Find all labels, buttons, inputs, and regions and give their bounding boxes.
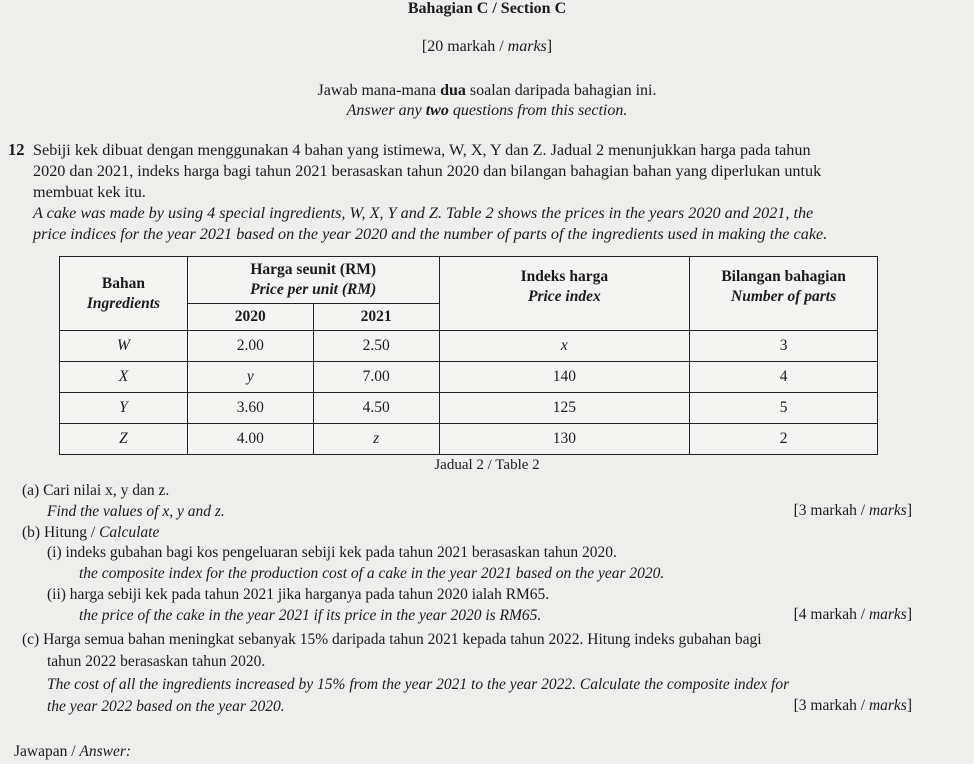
section-total-marks: [20 markah / marks] [421, 38, 553, 55]
part-c-ms-line-1: (c) Harga semua bahan meningkat sebanyak 15% daripada tahun 2021 kepada tahun 2022. Hitung indeks gubahan bagi [22, 631, 762, 648]
part-c-ms-line-2: tahun 2022 berasaskan tahun 2020. [47, 653, 266, 670]
header-ingredients: Bahan Ingredients [60, 257, 188, 331]
table-row: Y 3.60 4.50 125 5 [60, 393, 878, 424]
part-a-ms: (a) Cari nilai x, y dan z. [22, 482, 170, 499]
part-a-marks: [3 markah / marks] [793, 502, 912, 519]
table-row: X y 7.00 140 4 [60, 362, 878, 393]
question-stem-en-line-1: A cake was made by using 4 special ingredients, W, X, Y and Z. Table 2 shows the prices in the years 2020 and 2021, the [33, 204, 814, 222]
part-b-label: (b) Hitung / Calculate [22, 524, 160, 541]
question-number: 12 [8, 140, 25, 159]
instruction-malay: Jawab mana-mana dua soalan daripada bahagian ini. [317, 82, 657, 99]
header-price-per-unit: Harga seunit (RM) Price per unit (RM) [187, 257, 439, 304]
ingredient-price-table [59, 256, 878, 455]
header-year-2021: 2021 [313, 304, 439, 331]
part-b-ii-en: the price of the cake in the year 2021 if its price in the year 2020 is RM65. [79, 607, 542, 624]
table-row: W 2.00 2.50 x 3 [60, 331, 878, 362]
table-caption: Jadual 2 / Table 2 [434, 457, 540, 473]
question-stem-ms-line-2: 2020 dan 2021, indeks harga bagi tahun 2021 berasaskan tahun 2020 dan bilangan bahagian bahan yang diperlukan untuk [33, 162, 822, 180]
part-b-i-en: the composite index for the production cost of a cake in the year 2021 based on the year 2020. [79, 565, 665, 582]
part-b-ii-ms: (ii) harga sebiji kek pada tahun 2021 jika harganya pada tahun 2020 ialah RM65. [47, 586, 550, 603]
instruction-english: Answer any two questions from this section. [346, 102, 628, 119]
part-a-en: Find the values of x, y and z. [47, 503, 225, 520]
header-year-2020: 2020 [187, 304, 313, 331]
part-c-marks: [3 markah / marks] [793, 697, 912, 714]
part-b-i-ms: (i) indeks gubahan bagi kos pengeluaran sebiji kek pada tahun 2021 berasaskan tahun 2020. [47, 544, 617, 561]
section-heading: Bahagian C / Section C [407, 0, 567, 17]
question-stem-en-line-2: price indices for the year 2021 based on the year 2020 and the number of parts of the ingredients used in making the cake. [33, 225, 828, 243]
table-row: Z 4.00 z 130 2 [60, 424, 878, 455]
part-c-en-line-1: The cost of all the ingredients increased by 15% from the year 2021 to the year 2022. Calculate the composite index for [47, 676, 790, 693]
question-stem-ms-line-3: membuat kek itu. [33, 183, 146, 201]
header-number-of-parts: Bilangan bahagian Number of parts [690, 257, 878, 331]
answer-label: Jawapan / Answer: [14, 743, 132, 760]
question-stem-ms-line-1: Sebiji kek dibuat dengan menggunakan 4 bahan yang istimewa, W, X, Y dan Z. Jadual 2 menunjukkan harga pada tahun [33, 141, 811, 159]
part-b-marks: [4 markah / marks] [793, 606, 912, 623]
part-c-en-line-2: the year 2022 based on the year 2020. [47, 698, 285, 715]
header-price-index: Indeks harga Price index [439, 257, 690, 331]
